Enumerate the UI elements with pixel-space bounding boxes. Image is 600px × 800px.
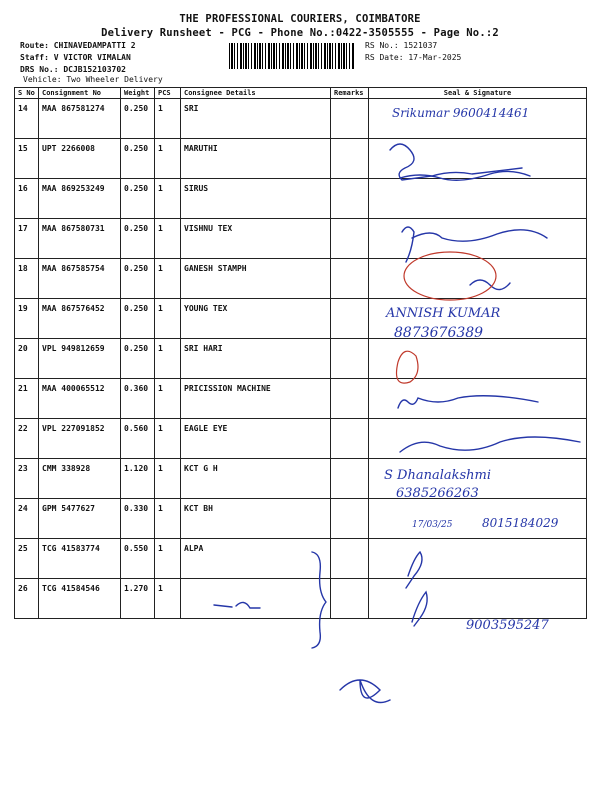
cell-consignment: TCG 41584546: [39, 579, 121, 619]
cell-consignee: SIRUS: [181, 179, 331, 219]
cell-pcs: 1: [155, 139, 181, 179]
col-consignment: Consignment No: [39, 88, 121, 99]
signature-stroke-15: [390, 144, 522, 180]
cell-pcs: 1: [155, 539, 181, 579]
cell-sno: 20: [15, 339, 39, 379]
handwritten-phone-23: 6385266263: [396, 486, 479, 501]
cell-consignee: VISHNU TEX: [181, 219, 331, 259]
cell-sno: 19: [15, 299, 39, 339]
cell-consignment: GPM 5477627: [39, 499, 121, 539]
cell-consignment: MAA 400065512: [39, 379, 121, 419]
cell-consignment: MAA 867576452: [39, 299, 121, 339]
cell-consignee: KCT BH: [181, 499, 331, 539]
cell-pcs: 1: [155, 219, 181, 259]
rs-number: RS No.: 1521037: [365, 41, 438, 50]
cell-consignment: CMM 338928: [39, 459, 121, 499]
cell-weight: 0.550: [121, 539, 155, 579]
handwritten-name-19: ANNISH KUMAR: [386, 306, 501, 321]
cell-consignment: VPL 227091852: [39, 419, 121, 459]
cell-weight: 0.250: [121, 299, 155, 339]
dash-stroke: [214, 602, 260, 608]
col-signature: Seal & Signature: [369, 88, 587, 99]
cell-consignment: UPT 2266008: [39, 139, 121, 179]
cell-consignment: TCG 41583774: [39, 539, 121, 579]
stamp-mark-20: [397, 351, 419, 383]
cell-weight: 0.250: [121, 179, 155, 219]
cell-sno: 25: [15, 539, 39, 579]
cell-consignee: PRICISSION MACHINE: [181, 379, 331, 419]
rs-date: RS Date: 17-Mar-2025: [365, 53, 462, 62]
cell-weight: 0.250: [121, 339, 155, 379]
signature-stroke-21: [398, 396, 538, 408]
cell-pcs: 1: [155, 459, 181, 499]
cell-sno: 15: [15, 139, 39, 179]
cell-consignment: MAA 867580731: [39, 219, 121, 259]
cell-sno: 24: [15, 499, 39, 539]
cell-pcs: 1: [155, 499, 181, 539]
handwritten-phone-24: 8015184029: [482, 516, 559, 530]
cell-pcs: 1: [155, 299, 181, 339]
cell-pcs: 1: [155, 419, 181, 459]
col-pcs: PCS: [155, 88, 181, 99]
cell-consignee: MARUTHI: [181, 139, 331, 179]
col-consignee: Consignee Details: [181, 88, 331, 99]
cell-consignment: VPL 949812659: [39, 339, 121, 379]
cell-consignee: KCT G H: [181, 459, 331, 499]
handwritten-date-24: 17/03/25: [412, 520, 453, 530]
cell-sno: 26: [15, 579, 39, 619]
cell-weight: 1.270: [121, 579, 155, 619]
runsheet-subtitle: Delivery Runsheet - PCG - Phone No.:0422-3505555 - Page No.:2: [101, 27, 499, 39]
cell-consignee: GANESH STAMPH: [181, 259, 331, 299]
cell-weight: 0.250: [121, 99, 155, 139]
signature-stroke-bottom: [340, 680, 390, 703]
stamp-mark-18: [404, 252, 496, 300]
route-label: Route: CHINAVEDAMPATTI 2: [20, 41, 136, 50]
cell-sno: 17: [15, 219, 39, 259]
cell-sno: 23: [15, 459, 39, 499]
signature-stroke-26: [412, 592, 427, 626]
cell-sno: 22: [15, 419, 39, 459]
company-title: THE PROFESSIONAL COURIERS, COIMBATORE: [179, 13, 421, 25]
cell-pcs: 1: [155, 99, 181, 139]
cell-pcs: 1: [155, 259, 181, 299]
cell-pcs: 1: [155, 339, 181, 379]
cell-weight: 0.250: [121, 219, 155, 259]
cell-consignee: YOUNG TEX: [181, 299, 331, 339]
col-remarks: Remarks: [331, 88, 369, 99]
cell-consignee: SRI HARI: [181, 339, 331, 379]
cell-weight: 0.250: [121, 139, 155, 179]
cell-weight: 0.560: [121, 419, 155, 459]
cell-sno: 14: [15, 99, 39, 139]
handwritten-phone-19: 8873676389: [394, 325, 484, 341]
cell-consignee: EAGLE EYE: [181, 419, 331, 459]
handwritten-name-23: S Dhanalakshmi: [384, 468, 492, 483]
cell-sno: 16: [15, 179, 39, 219]
vehicle-label: Vehicle: Two Wheeler Delivery: [23, 75, 163, 84]
signature-stroke-25: [406, 552, 422, 588]
handwritten-phone-26: 9003595247: [466, 618, 549, 633]
handwritten-sig-14: Srikumar 9600414461: [392, 106, 530, 120]
brace-stroke: [312, 552, 326, 648]
cell-weight: 0.360: [121, 379, 155, 419]
cell-pcs: 1: [155, 379, 181, 419]
staff-label: Staff: V VICTOR VIMALAN: [20, 53, 131, 62]
col-weight: Weight: [121, 88, 155, 99]
cell-sno: 18: [15, 259, 39, 299]
drs-number: DRS No.: DCJB152103702: [20, 65, 126, 74]
cell-consignment: MAA 867581274: [39, 99, 121, 139]
cell-weight: 0.330: [121, 499, 155, 539]
cell-weight: 1.120: [121, 459, 155, 499]
cell-consignee: ALPA: [181, 539, 331, 579]
cell-sno: 21: [15, 379, 39, 419]
signature-stroke-22: [400, 437, 580, 452]
cell-consignment: MAA 869253249: [39, 179, 121, 219]
cell-pcs: 1: [155, 179, 181, 219]
col-sno: S No: [15, 88, 39, 99]
cell-consignment: MAA 867585754: [39, 259, 121, 299]
cell-consignee: SRI: [181, 99, 331, 139]
cell-weight: 0.250: [121, 259, 155, 299]
cell-pcs: 1: [155, 579, 181, 619]
